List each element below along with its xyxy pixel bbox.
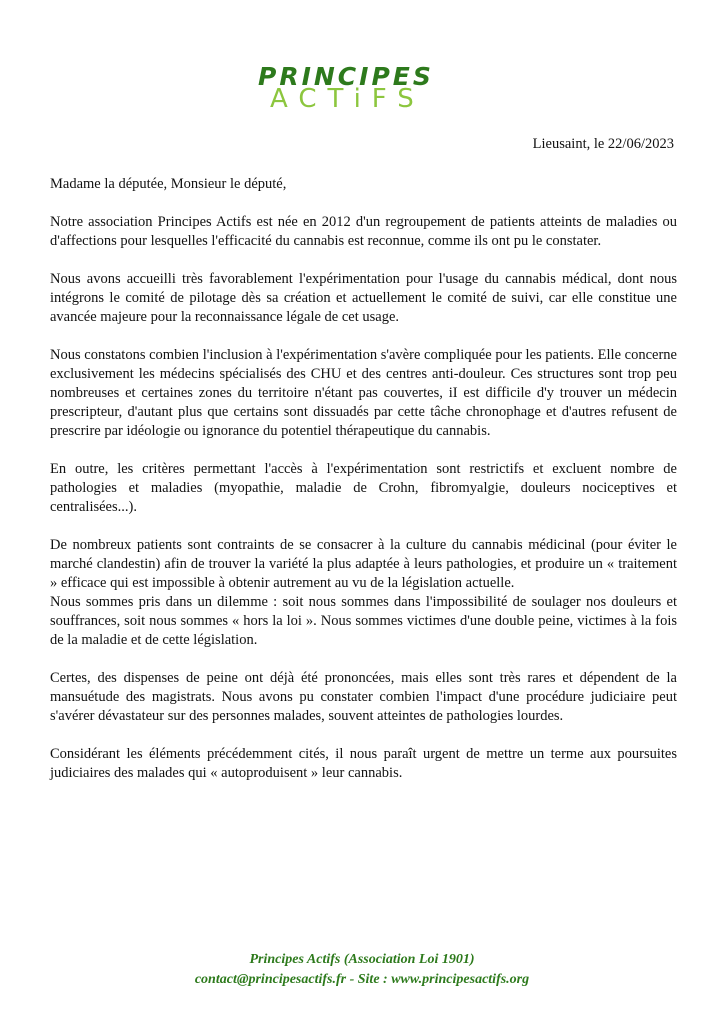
- letter-greeting: Madame la députée, Monsieur le député,: [50, 176, 287, 192]
- letter-body: [50, 175, 677, 802]
- paragraph-judicial-impact: Certes, des dispenses de peine ont déjà été prononcées, mais elles sont très rares et dépendent de la mansuétude des magistrats. Nous avons pu constater combien l'impact d'une procédure judiciaire peut s'avérer dévastateur sur des personnes malades, souvent atteintes de pathologies lourdes.: [50, 670, 677, 724]
- paragraph-restrictive-criteria: En outre, les critères permettant l'accès à l'expérimentation sont restrictifs et excluent nombre de pathologies et maladies (myopathie, maladie de Crohn, fibromyalgie, douleurs nociceptives et centralisées...).: [50, 461, 677, 515]
- footer-association-name: Principes Actifs (Association Loi 1901): [249, 952, 475, 967]
- footer-contact: contact@principesactifs.fr - Site : www.principesactifs.org: [194, 972, 530, 987]
- paragraph-dilemma: Nous sommes pris dans un dilemme : soit nous sommes dans l'impossibilité de soulager nos douleurs et souffrances, soit nous sommes « hors la loi ». Nous sommes victimes d'une double peine, victimes à la fois de la maladie et de cette législation.: [50, 594, 677, 648]
- paragraph-conclusion: Considérant les éléments précédemment cités, il nous paraît urgent de mettre un terme aux poursuites judiciaires des malades qui « autoproduisent » leur cannabis.: [50, 746, 677, 781]
- association-logo: [258, 62, 498, 114]
- paragraph-experimentation-welcome: Nous avons accueilli très favorablement l'expérimentation pour l'usage du cannabis médical, dont nous intégrons le comité de pilotage dès sa création et actuellement le comité de suivi, car elle constitue une avancée majeure pour la reconnaissance légale de cet usage.: [50, 271, 677, 325]
- paragraph-self-cultivation: De nombreux patients sont contraints de se consacrer à la culture du cannabis médicinal (pour éviter le marché clandestin) afin de trouver la variété la plus adaptée à leurs pathologies, et produire un « traitement » efficace qui est impossible à obtenir autrement au vu de la législation actuelle.: [50, 537, 677, 591]
- letter-footer: [0, 950, 724, 990]
- logo-text-actifs: ACTiFS: [270, 84, 425, 114]
- logo-text-principes: PRINCIPES: [258, 62, 434, 91]
- paragraph-association-intro: Notre association Principes Actifs est née en 2012 d'un regroupement de patients atteints de maladies ou d'affections pour lesquelles l'efficacité du cannabis est reconnue, comme ils ont pu le constater.: [50, 214, 677, 249]
- letter-date: Lieusaint, le 22/06/2023: [532, 136, 674, 152]
- paragraph-inclusion-difficulty: Nous constatons combien l'inclusion à l'expérimentation s'avère compliquée pour les patients. Elle concerne exclusivement les médecins spécialisés des CHU et des centres anti-douleur. Ces structures sont trop peu nombreuses et certaines zones du territoire n'étant pas couvertes, iI est difficile d'y trouver un médecin prescripteur, d'autant plus que certains sont dissuadés par cette tâche chronophage et d'autres refusent de prescrire par idéologie ou ignorance du potentiel thérapeutique du cannabis.: [50, 347, 677, 439]
